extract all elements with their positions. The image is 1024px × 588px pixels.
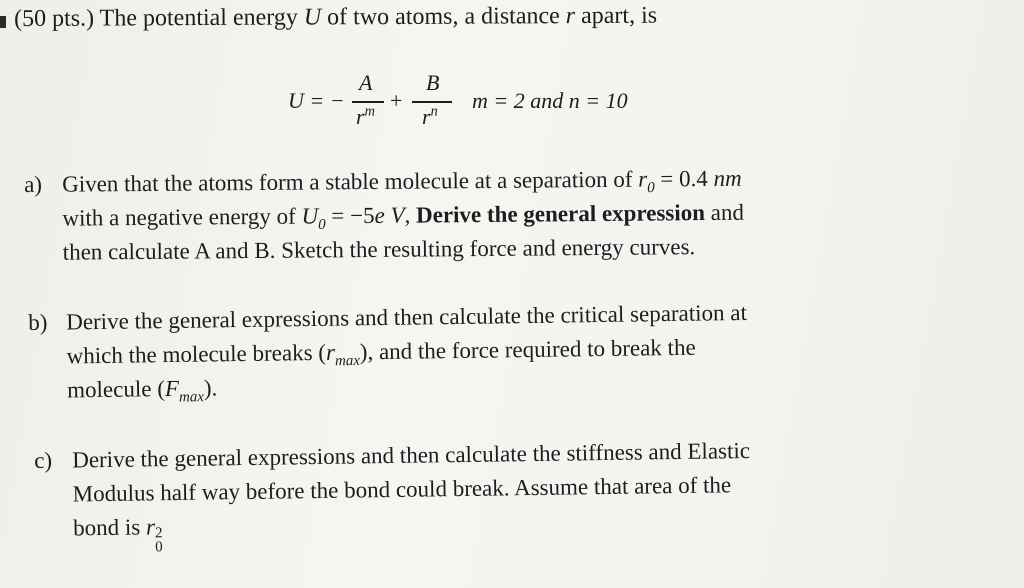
- problem-header: [14, 3, 657, 33]
- potential-energy-equation: [288, 70, 748, 140]
- eq-fraction-bar-b: [412, 101, 452, 103]
- bullet-mark: [0, 16, 6, 28]
- part-b-line3: molecule $(F_{max})$.: [67, 375, 218, 406]
- eq-lhs: U = −: [288, 88, 345, 113]
- part-c-line3: bond is r 2 0: [73, 514, 163, 556]
- intro-text-end: apart, is: [581, 2, 658, 30]
- part-a-label: a): [24, 171, 43, 197]
- eq-fraction-bar-a: [352, 101, 384, 103]
- intro-text-mid: of two atoms, a distance: [327, 3, 560, 31]
- part-b-label: b): [28, 309, 48, 335]
- part-b-line2: which the molecule breaks $(r_{max})$, and the force required to break the: [66, 334, 696, 370]
- eq-denominator-a: $r^m$: [356, 103, 375, 129]
- points-label: (50 pts.): [14, 5, 95, 32]
- part-b-line1: b) Derive the general expressions and then calculate the critical separation at: [28, 296, 747, 340]
- intro-text: The potential energy: [99, 4, 298, 32]
- eq-numerator-b: B: [426, 70, 440, 95]
- part-b: [28, 296, 748, 408]
- eq-plus: +: [390, 88, 403, 113]
- part-a-line2: with a negative energy of $U_0 = -5e$ V, Derive the general expression and: [62, 199, 745, 234]
- eq-denominator-b: $r^n$: [422, 103, 438, 129]
- part-c-label: c): [34, 447, 53, 473]
- part-c: [34, 434, 751, 556]
- part-a-line3: then calculate A and B. Sketch the resulting force and energy curves.: [62, 234, 696, 265]
- eq-params: m = 2 and n = 10: [472, 88, 628, 113]
- eq-numerator-a: A: [359, 70, 373, 95]
- part-a-line1: a) Given that the atoms form a stable molecule at a separation of $r_0 = 0.4$ nm: [24, 162, 744, 202]
- part-a: [24, 162, 744, 270]
- var-r: r: [565, 3, 576, 30]
- part-c-line2: Modulus half way before the bond could break. Assume that area of the: [72, 472, 732, 507]
- part-c-line1: c) Derive the general expressions and then calculate the stiffness and Elastic: [34, 434, 750, 478]
- var-u: U: [303, 4, 322, 31]
